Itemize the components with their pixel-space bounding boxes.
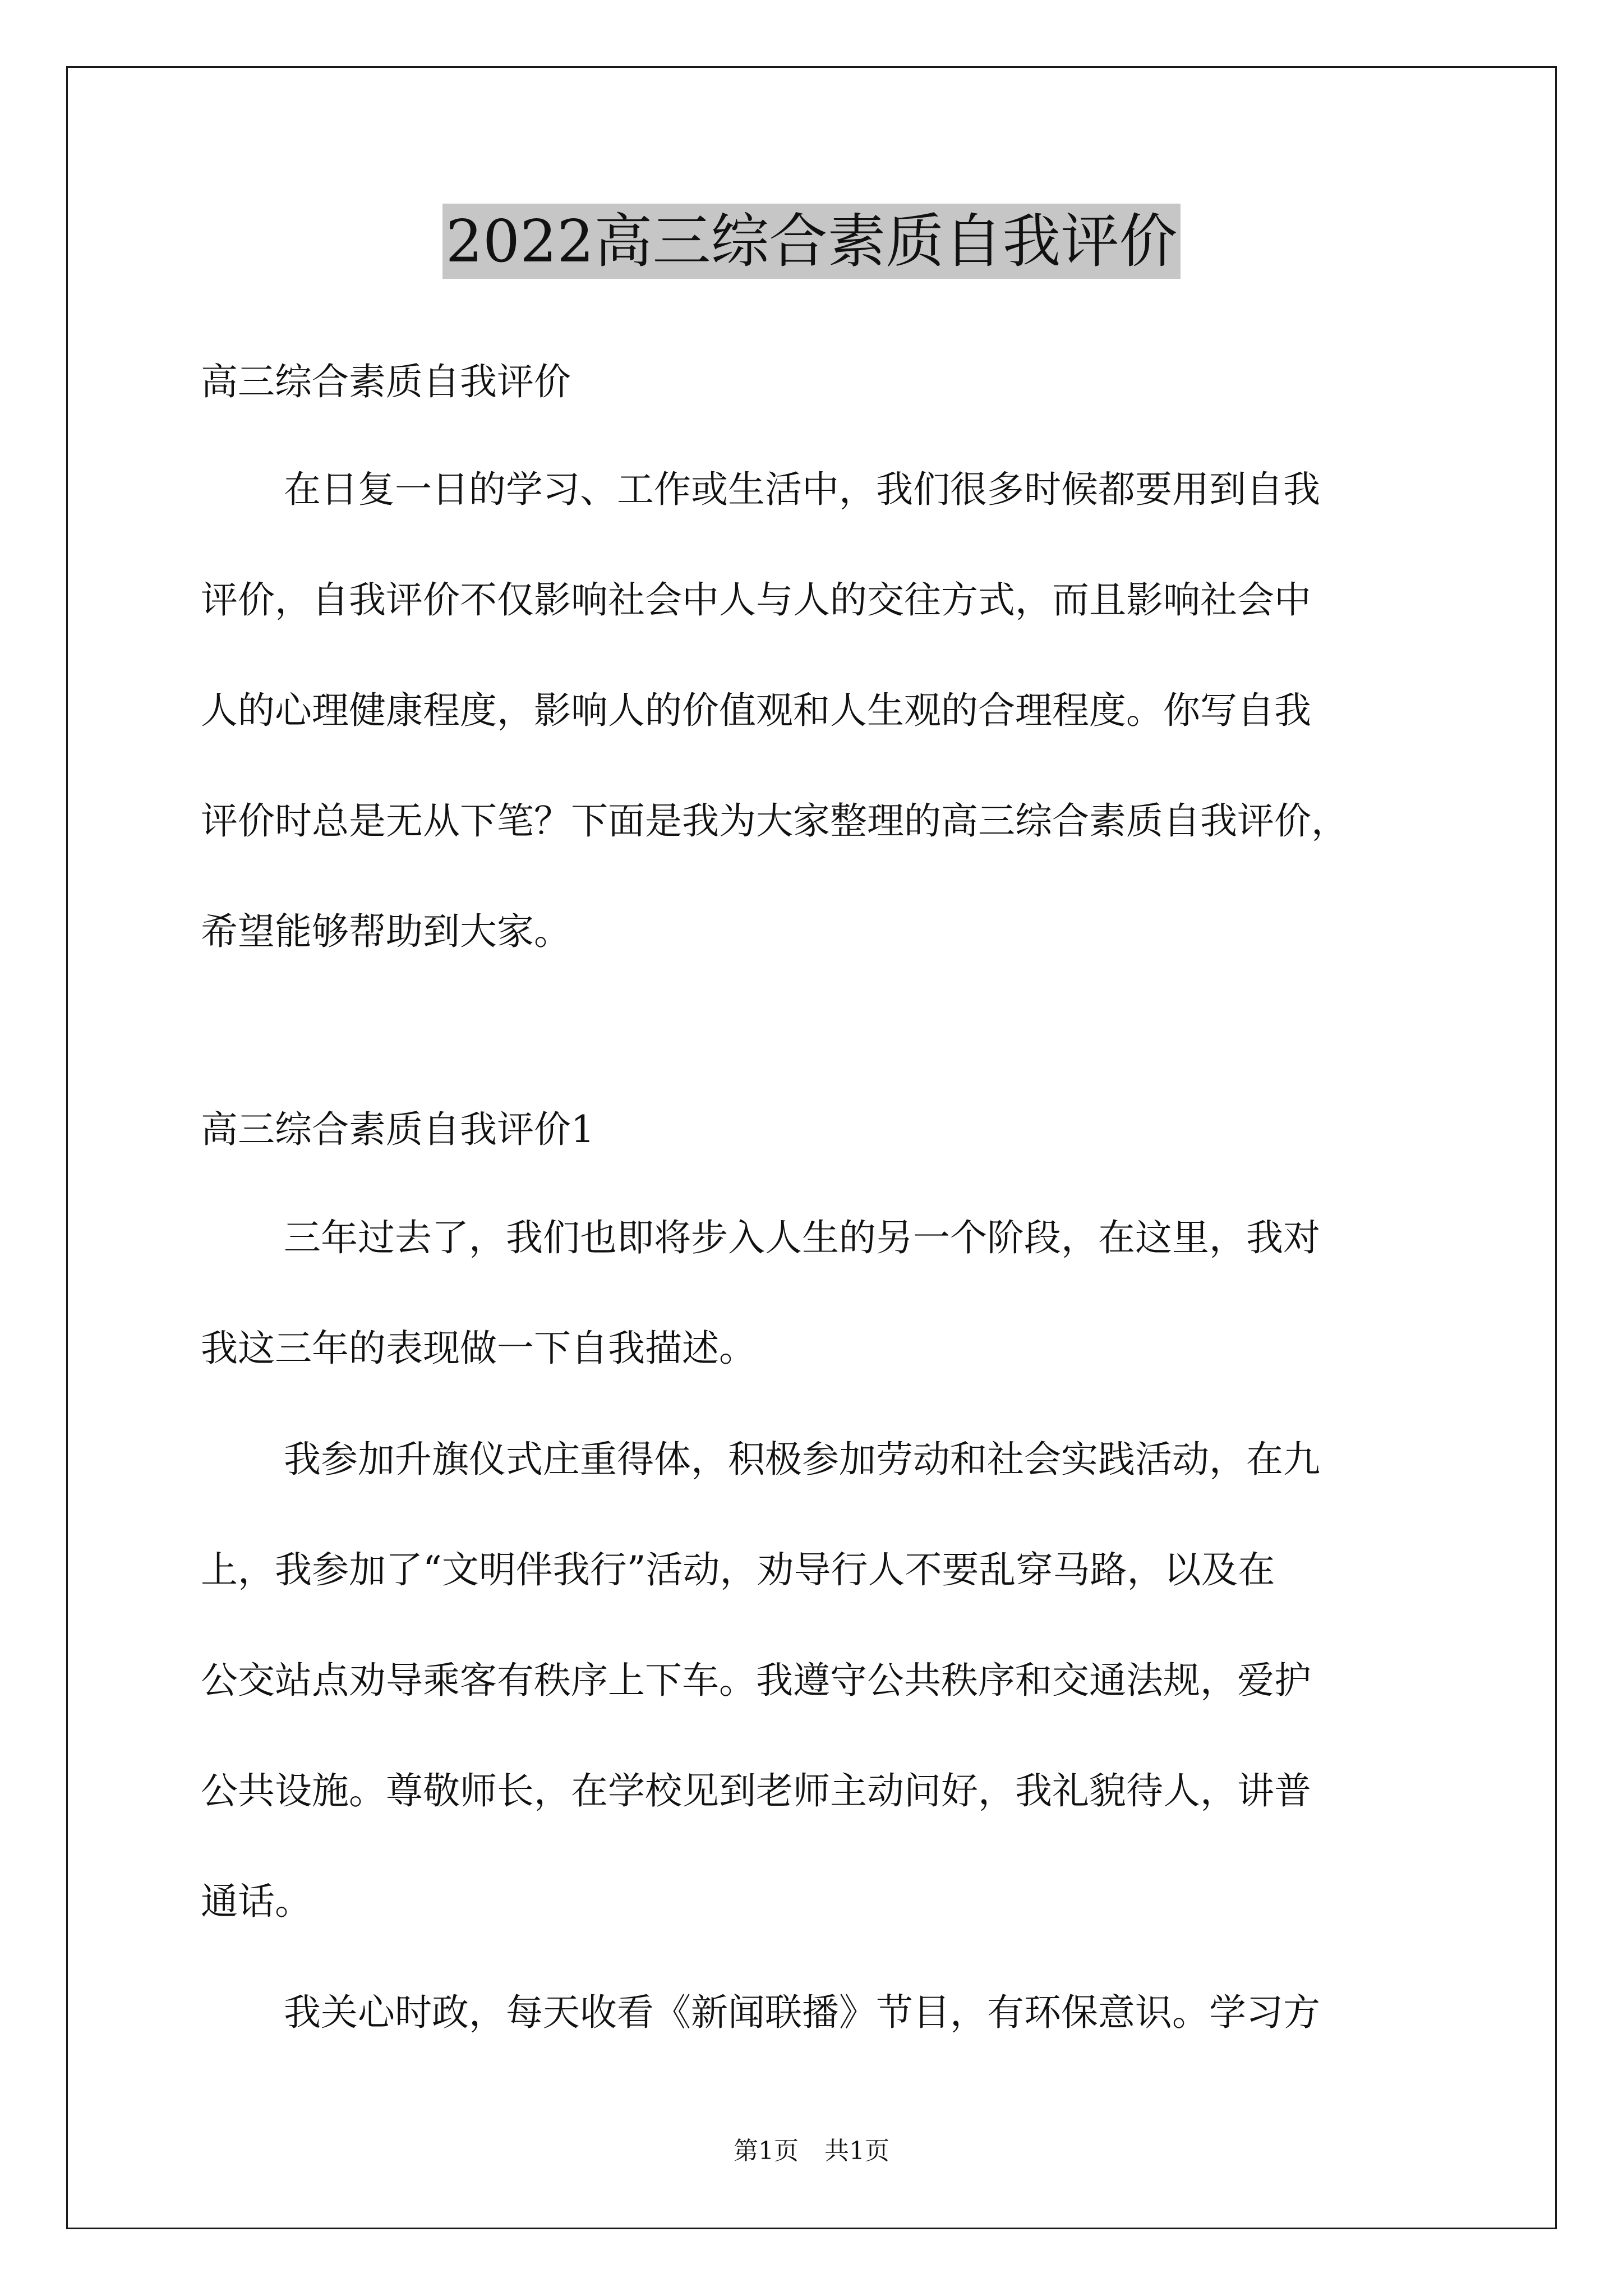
- document-title-text: 2022高三综合素质自我评价: [442, 204, 1181, 279]
- document-title: [0, 203, 1623, 279]
- section1-heading-text: 高三综合素质自我评价1: [201, 1108, 594, 1151]
- paragraph-line: 在日复一日的学习、工作或生活中，我们很多时候都要用到自我: [284, 468, 1320, 511]
- paragraph-line: 公交站点劝导乘客有秩序上下车。我遵守公共秩序和交通法规，爱护: [201, 1659, 1311, 1702]
- page-number: 第1页: [734, 2137, 799, 2165]
- paragraph-line: 三年过去了，我们也即将步入人生的另一个阶段，在这里，我对: [284, 1216, 1320, 1259]
- paragraph-line: 公共设施。尊敬师长，在学校见到老师主动问好，我礼貌待人，讲普: [201, 1769, 1311, 1812]
- intro-heading: [201, 326, 1457, 437]
- page-footer: [0, 2134, 1623, 2168]
- paragraph-line: 评价，自我评价不仅影响社会中人与人的交往方式，而且影响社会中: [201, 578, 1311, 622]
- section1-heading: [201, 1074, 1457, 1185]
- paragraph-line: 我参加升旗仪式庄重得体，积极参加劳动和社会实践活动，在九: [284, 1438, 1320, 1481]
- paragraph-line: 我关心时政，每天收看《新闻联播》节目，有环保意识。学习方: [284, 1991, 1320, 2034]
- paragraph-line: 我这三年的表现做一下自我描述。: [201, 1327, 756, 1370]
- section1-paragraph1: [201, 1182, 1457, 1404]
- intro-paragraph: [201, 434, 1457, 987]
- intro-heading-text: 高三综合素质自我评价: [201, 360, 571, 403]
- paragraph-line: 希望能够帮助到大家。: [201, 910, 571, 953]
- paragraph-line: 人的心理健康程度，影响人的价值观和人生观的合理程度。你写自我: [201, 689, 1311, 732]
- paragraph-line: 评价时总是无从下笔？下面是我为大家整理的高三综合素质自我评价，: [201, 799, 1348, 843]
- page-total: 共1页: [824, 2137, 889, 2165]
- section1-paragraph2: [201, 1404, 1457, 1957]
- paragraph-line: 上，我参加了“文明伴我行”活动，劝导行人不要乱穿马路，以及在: [201, 1548, 1275, 1591]
- paragraph-line: 通话。: [201, 1880, 312, 1923]
- section1-paragraph3: [201, 1957, 1457, 2068]
